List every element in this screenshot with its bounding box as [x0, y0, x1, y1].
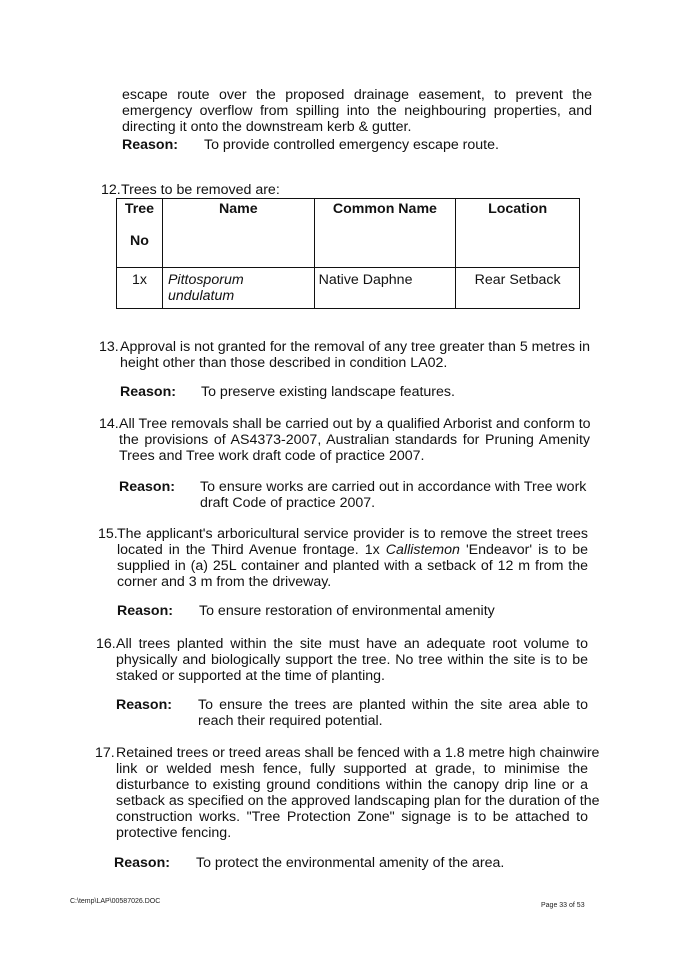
item15-line	[117, 542, 588, 558]
item16-paragraph	[116, 636, 588, 684]
reason-text: To protect the environmental amenity of the area.	[196, 855, 505, 871]
reason-line: reach their required potential.	[198, 713, 383, 729]
table-header-tree-no: Tree No	[117, 199, 163, 268]
intro-paragraph	[122, 87, 592, 135]
item16-line: All trees planted within the site must have an adequate root volume to	[116, 636, 588, 652]
item16-reason	[116, 697, 588, 731]
item13-line: height other than those described in condition LA02.	[120, 355, 448, 371]
reason-label: Reason:	[119, 479, 175, 495]
table-cell-common-name: Native Daphne	[314, 268, 456, 309]
reason-text: To provide controlled emergency escape route.	[204, 137, 499, 153]
reason-label: Reason:	[116, 697, 172, 713]
reason-label: Reason:	[114, 855, 170, 871]
item12-text	[121, 182, 280, 198]
item17-line: Retained trees or treed areas shall be fenced with a 1.8 metre high chainwire	[116, 745, 600, 761]
item14-line: Trees and Tree work draft code of practice 2007.	[119, 448, 425, 464]
table-header-common-name: Common Name	[314, 199, 456, 268]
table-header-name: Name	[162, 199, 314, 268]
reason-text	[200, 479, 587, 511]
species-italic: Callistemon	[385, 542, 460, 558]
trees-table	[116, 198, 580, 309]
table-cell-location: Rear Setback	[456, 268, 580, 309]
item15-line2-start: located in the Third Avenue frontage. 1x	[117, 542, 380, 558]
table-header-row	[117, 199, 580, 268]
table-header-location: Location	[456, 199, 580, 268]
item17-reason	[114, 855, 588, 873]
item13-reason	[120, 384, 590, 402]
intro-line: escape route over the proposed drainage easement, to prevent the	[122, 87, 592, 103]
item14-line: the provisions of AS4373-2007, Australian standards for Pruning Amenity	[119, 432, 590, 448]
intro-line: emergency overflow from spilling into the neighbouring properties, and	[122, 103, 592, 119]
item17-line: protective fencing.	[116, 825, 232, 841]
table-row	[117, 268, 580, 309]
item17-line: disturbance to existing ground conditions within the canopy drip line or a	[116, 777, 588, 793]
table-cell-name: Pittosporum undulatum	[162, 268, 314, 309]
item17-line: link or welded mesh fence, fully supported at grade, to minimise the	[116, 761, 588, 777]
item15-reason	[117, 603, 588, 621]
intro-line: directing it onto the downstream kerb & gutter.	[122, 119, 412, 135]
item13-paragraph	[120, 339, 590, 371]
item15-line: supplied in (a) 25L container and planted with a setback of 12 m from the	[117, 558, 588, 574]
reason-label: Reason:	[122, 137, 178, 153]
footer-file-path: C:\temp\LAP\00587026.DOC	[70, 898, 161, 905]
item-number: 17.	[95, 745, 115, 761]
item15-line: corner and 3 m from the driveway.	[117, 574, 332, 590]
item-number: 16.	[96, 636, 116, 652]
item-number: 15.	[98, 526, 118, 542]
reason-text: To ensure restoration of environmental amenity	[199, 603, 495, 619]
item-number: 14.	[99, 416, 119, 432]
intro-reason	[122, 137, 592, 155]
item13-line: Approval is not granted for the removal of any tree greater than 5 metres in	[120, 339, 591, 355]
item14-paragraph	[119, 416, 590, 464]
item12-line: Trees to be removed are:	[121, 182, 280, 198]
footer-page-number: Page 33 of 53	[541, 902, 585, 909]
item-number: 12.	[101, 182, 121, 198]
item17-paragraph	[116, 745, 600, 841]
reason-label: Reason:	[117, 603, 173, 619]
reason-label: Reason:	[120, 384, 176, 400]
item15-line: The applicant's arboricultural service provider is to remove the street trees	[117, 526, 588, 542]
reason-line: draft Code of practice 2007.	[200, 495, 376, 511]
item-number: 13.	[99, 339, 119, 355]
reason-text	[198, 697, 588, 729]
reason-line: To ensure the trees are planted within the site area able to	[198, 697, 588, 713]
item17-line: construction works. "Tree Protection Zone" signage is to be attached to	[116, 809, 588, 825]
item17-line: setback as specified on the approved landscaping plan for the duration of the	[116, 793, 600, 809]
item15-paragraph	[117, 526, 588, 590]
item16-line: physically and biologically support the tree. No tree within the site is to be	[116, 652, 588, 668]
reason-line: To ensure works are carried out in accordance with Tree work	[200, 479, 587, 495]
item15-line2-end: 'Endeavor' is to be	[465, 542, 588, 558]
item16-line: staked or supported at the time of planting.	[116, 668, 385, 684]
table-cell-tree-no: 1x	[117, 268, 163, 309]
item14-line: All Tree removals shall be carried out by a qualified Arborist and conform to	[119, 416, 591, 432]
reason-text: To preserve existing landscape features.	[201, 384, 455, 400]
item14-reason	[119, 479, 590, 513]
